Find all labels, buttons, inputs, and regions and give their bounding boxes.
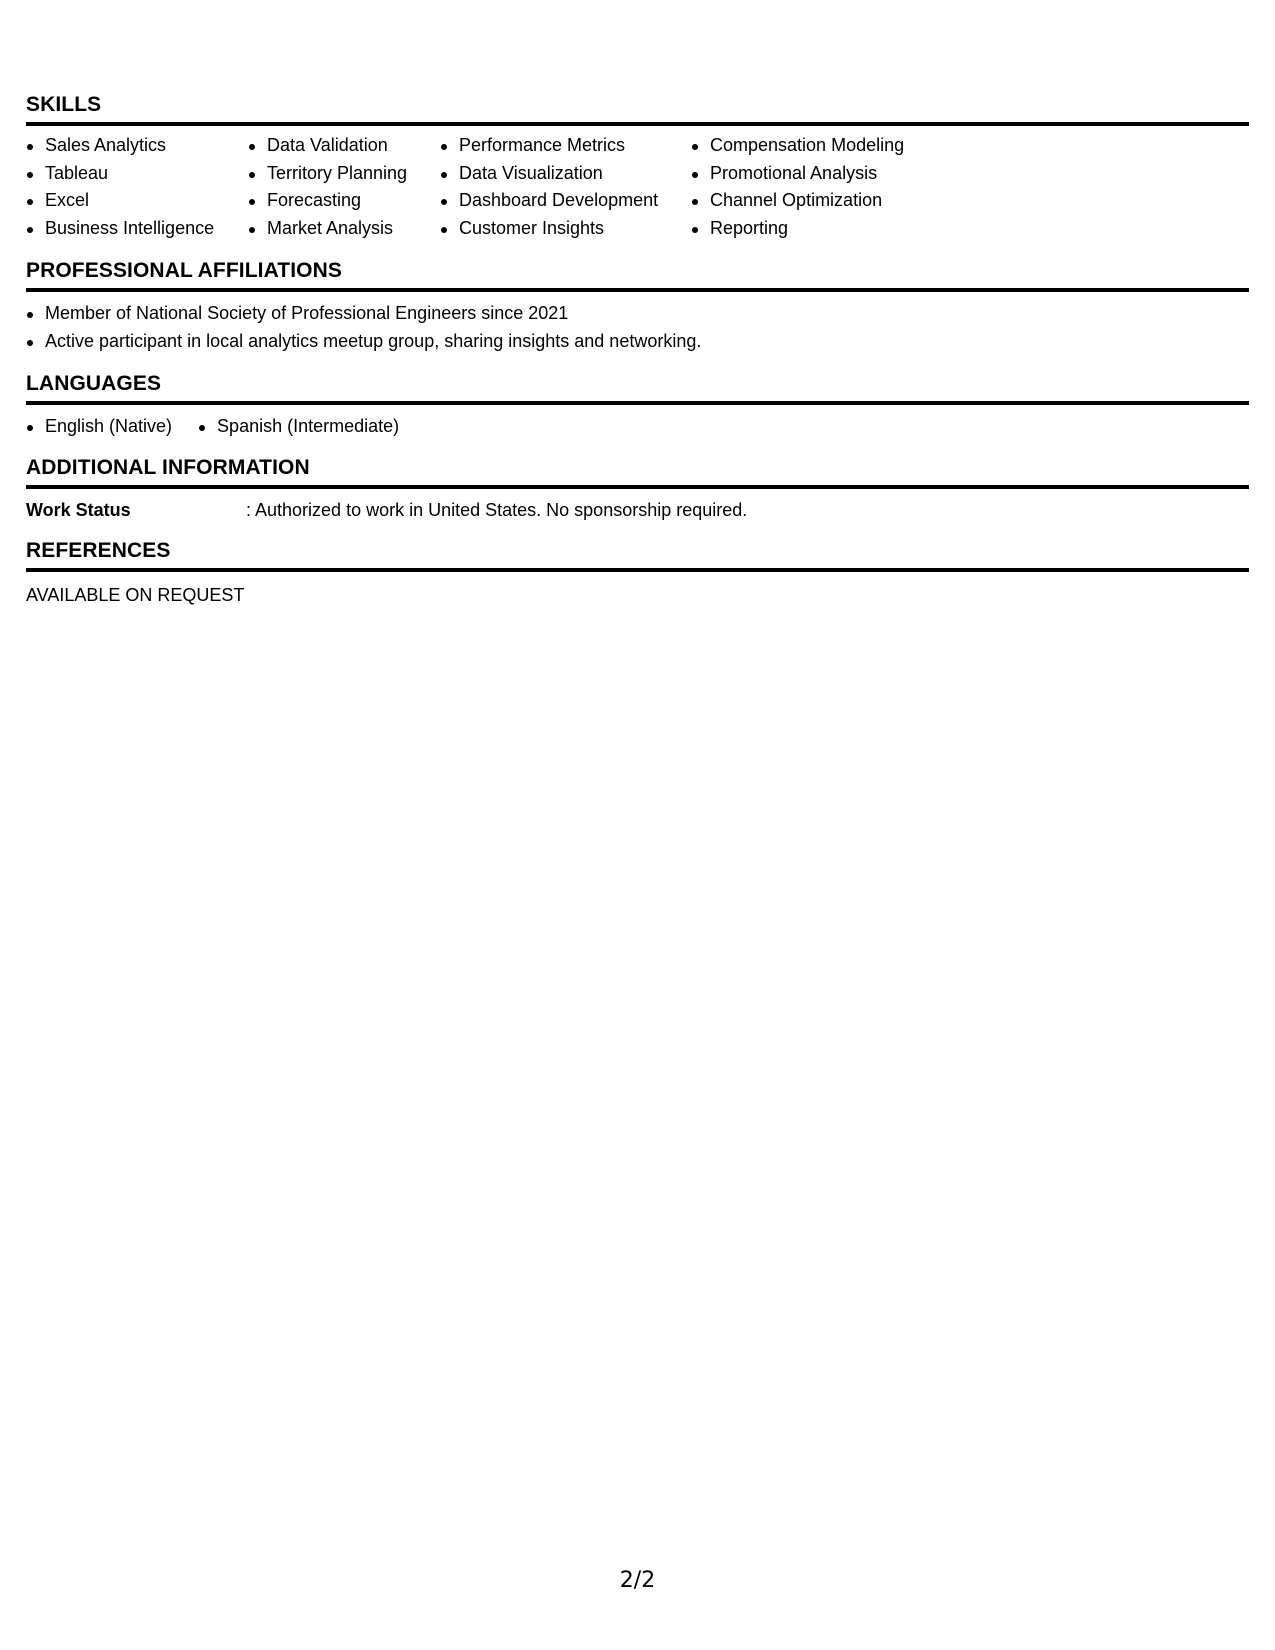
skill-item: Sales Analytics xyxy=(26,132,248,160)
skill-item: Performance Metrics xyxy=(440,132,691,160)
skills-grid xyxy=(26,126,1249,242)
work-status-label: Work Status xyxy=(26,499,131,520)
resume-page xyxy=(26,92,1249,609)
languages-section xyxy=(26,371,1249,441)
skill-item: Dashboard Development xyxy=(440,187,691,215)
skills-heading: SKILLS xyxy=(26,93,102,116)
affiliations-heading: PROFESSIONAL AFFILIATIONS xyxy=(26,259,342,282)
skill-item: Tableau xyxy=(26,160,248,188)
additional-info-section xyxy=(26,455,1249,524)
skill-item: Excel xyxy=(26,187,248,215)
work-status-value: : Authorized to work in United States. No sponsorship required. xyxy=(246,499,748,520)
skill-item: Data Validation xyxy=(248,132,440,160)
affiliations-section xyxy=(26,258,1249,355)
affiliation-item: Active participant in local analytics meetup group, sharing insights and networking. xyxy=(26,328,1249,356)
skills-column-1 xyxy=(26,132,248,242)
languages-list xyxy=(26,405,1249,441)
skills-column-2 xyxy=(248,132,440,242)
references-heading: REFERENCES xyxy=(26,538,171,562)
skill-item: Compensation Modeling xyxy=(691,132,951,160)
skill-item: Territory Planning xyxy=(248,160,440,188)
affiliations-list xyxy=(26,292,1249,355)
references-text: AVAILABLE ON REQUEST xyxy=(26,584,245,605)
skills-section xyxy=(26,92,1249,242)
references-section xyxy=(26,538,1249,609)
additional-info-heading: ADDITIONAL INFORMATION xyxy=(26,455,310,479)
skills-column-3 xyxy=(440,132,691,242)
skill-item: Channel Optimization xyxy=(691,187,951,215)
affiliation-item: Member of National Society of Professional Engineers since 2021 xyxy=(26,300,1249,328)
skills-column-4 xyxy=(691,132,951,242)
skill-item: Promotional Analysis xyxy=(691,160,951,188)
work-status-row xyxy=(26,489,1249,524)
skill-item: Reporting xyxy=(691,215,951,243)
skill-item: Market Analysis xyxy=(248,215,440,243)
skill-item: Forecasting xyxy=(248,187,440,215)
page-number: 2/2 xyxy=(619,1568,656,1593)
skill-item: Business Intelligence xyxy=(26,215,248,243)
language-item: English (Native) xyxy=(26,413,172,441)
language-item: Spanish (Intermediate) xyxy=(198,413,399,441)
skill-item: Data Visualization xyxy=(440,160,691,188)
languages-heading: LANGUAGES xyxy=(26,372,162,395)
skill-item: Customer Insights xyxy=(440,215,691,243)
